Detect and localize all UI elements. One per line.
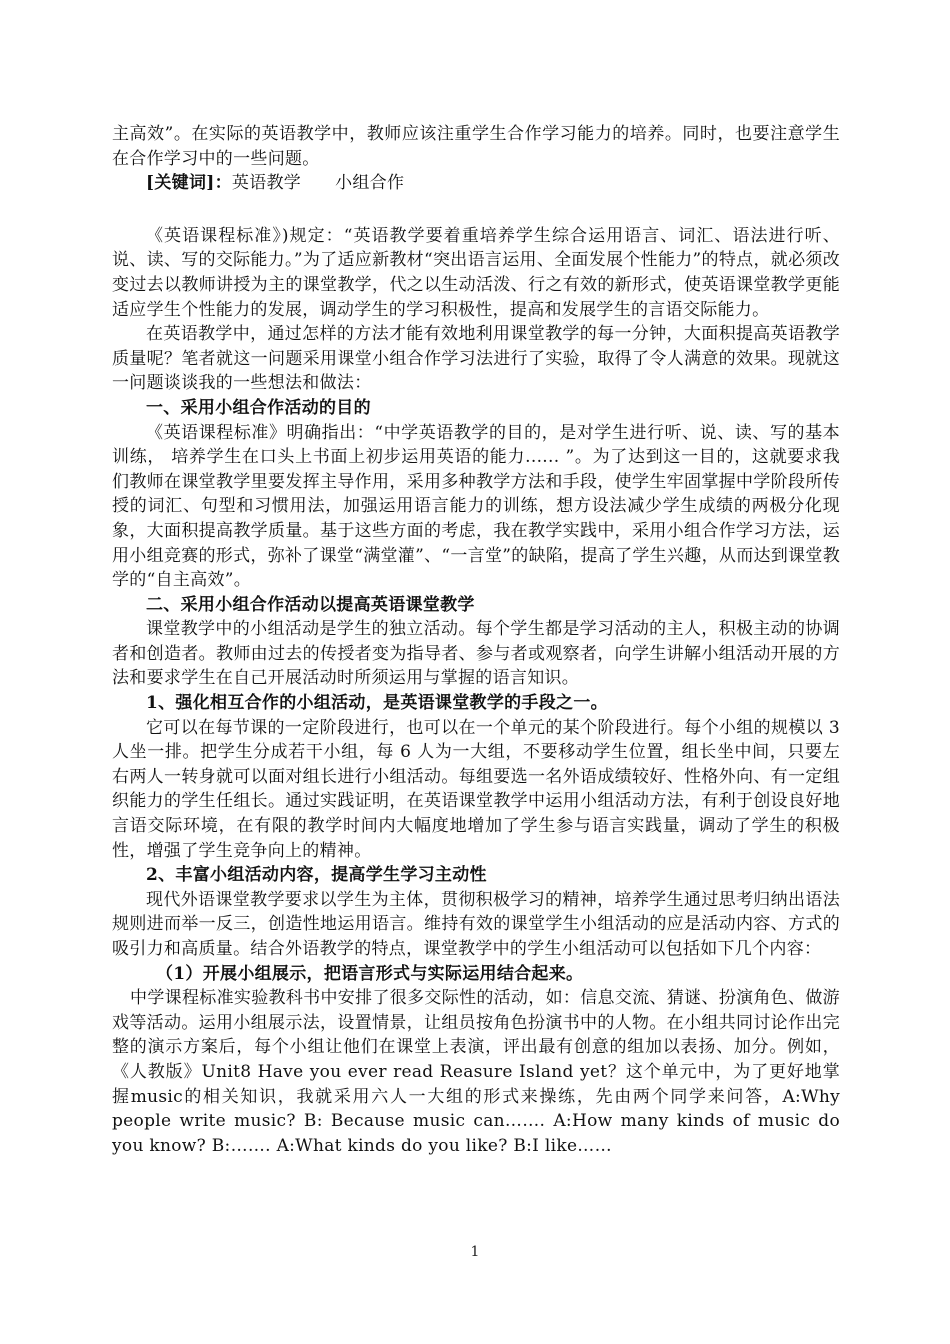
intro-continued-paragraph: 主高效”。在实际的英语教学中，教师应该注重学生合作学习能力的培养。同时，也要注意学生在合作学习中的一些问题。	[112, 124, 840, 169]
body-paragraph: 《英语课程标准》)规定：“英语教学要着重培养学生综合运用语言、词汇、语法进行听、说、读、写的交际能力。”为了适应新教材“突出语言运用、全面发展个性能力”的特点，就必须改变过去以教师讲授为主的课堂教学，代之以生动活泼、行之有效的新形式，使英语课堂教学更能适应学生个性能力的发展，调动学生的学习积极性，提高和发展学生的言语交际能力。	[112, 225, 840, 320]
body-paragraph: 它可以在每节课的一定阶段进行，也可以在一个单元的某个阶段进行。每个小组的规模以 3 人坐一排。把学生分成若干小组，每 6 人为一大组，不要移动学生位置，组长坐中间，只要左右两人一转身就可以面对组长进行小组活动。每组要选一名外语成绩较好、性格外向、有一定组织能力的学生任组长。通过实践证明，在英语课堂教学中运用小组活动方法，有利于创设良好地言语交际环境，在有限的教学时间内大幅度地增加了学生参与语言实践量，调动了学生的积极性，增强了学生竞争向上的精神。	[112, 717, 840, 861]
body-paragraph: 在英语教学中，通过怎样的方法才能有效地利用课堂教学的每一分钟，大面积提高英语教学质量呢？笔者就这一问题采用课堂小组合作学习法进行了实验，取得了令人满意的效果。现就这一问题谈谈我的一些想法和做法：	[112, 324, 840, 394]
body-paragraph: 课堂教学中的小组活动是学生的独立活动。每个学生都是学习活动的主人，积极主动的协调者和创造者。教师由过去的传授者变为指导者、参与者或观察者，向学生讲解小组活动开展的方法和要求学生在自己开展活动时所须运用与掌握的语言知识。	[112, 619, 840, 689]
section-spacer	[112, 196, 840, 224]
keywords-line	[112, 171, 840, 196]
subsection-heading: 2、丰富小组活动内容，提高学生学习主动性	[146, 865, 487, 886]
keyword-term: 英语教学	[231, 173, 302, 194]
subsection-heading: 1、强化相互合作的小组活动，是英语课堂教学的手段之一。	[146, 693, 608, 714]
keyword-term: 小组合作	[335, 173, 405, 194]
keywords-label: [关键词]：	[146, 173, 232, 194]
page-number: 1	[470, 1244, 480, 1260]
section-heading: 二、采用小组合作活动以提高英语课堂教学	[146, 594, 475, 615]
body-paragraph: 《英语课程标准》明确指出：“中学英语教学的目的，是对学生进行听、说、读、写的基本训练， 培养学生在口头上书面上初步运用英语的能力...... ”。为了达到这一目的，这就要求我们教师在课堂教学里要发挥主导作用，采用多种教学方法和手段，使学生牢固掌握中学阶段所传授的词汇、句型和习惯用法，加强运用语言能力的训练，想方设法减少学生成绩的两极分化现象，大面积提高教学质量。基于这些方面的考虑，我在教学实践中，采用小组合作学习方法，运用小组竞赛的形式，弥补了课堂“满堂灌”、“一言堂”的缺陷，提高了学生兴趣，从而达到课堂教学的“自主高效”。	[112, 422, 840, 591]
document-body	[112, 122, 840, 1158]
body-paragraph: 中学课程标准实验教科书中安排了很多交际性的活动，如：信息交流、猜谜、扮演角色、做游戏等活动。运用小组展示法，设置情景，让组员按角色扮演书中的人物。在小组共同讨论作出完整的演示方案后，每个小组让他们在课堂上表演，评出最有创意的组加以表扬、加分。例如，《人教版》Unit8 Have you ever read Reasure Island yet？这个单元中，为了更好地掌握music的相关知识，我就采用六人一大组的形式来操练，先由两个同学来问答，A:Why people write music? B: Because music can……. A:How many kinds of music do you know? B:……. A:What kinds do you like? B:I like……	[112, 988, 840, 1156]
body-paragraph: 现代外语课堂教学要求以学生为主体，贯彻积极学习的精神，培养学生通过思考归纳出语法规则进而举一反三，创造性地运用语言。维持有效的课堂学生小组活动的应是活动内容、方式的吸引力和高质量。结合外语教学的特点，课堂教学中的学生小组活动可以包括如下几个内容：	[112, 889, 840, 959]
sub-subsection-heading: （1）开展小组展示，把语言形式与实际运用结合起来。	[156, 963, 584, 984]
section-heading: 一、采用小组合作活动的目的	[146, 397, 371, 418]
